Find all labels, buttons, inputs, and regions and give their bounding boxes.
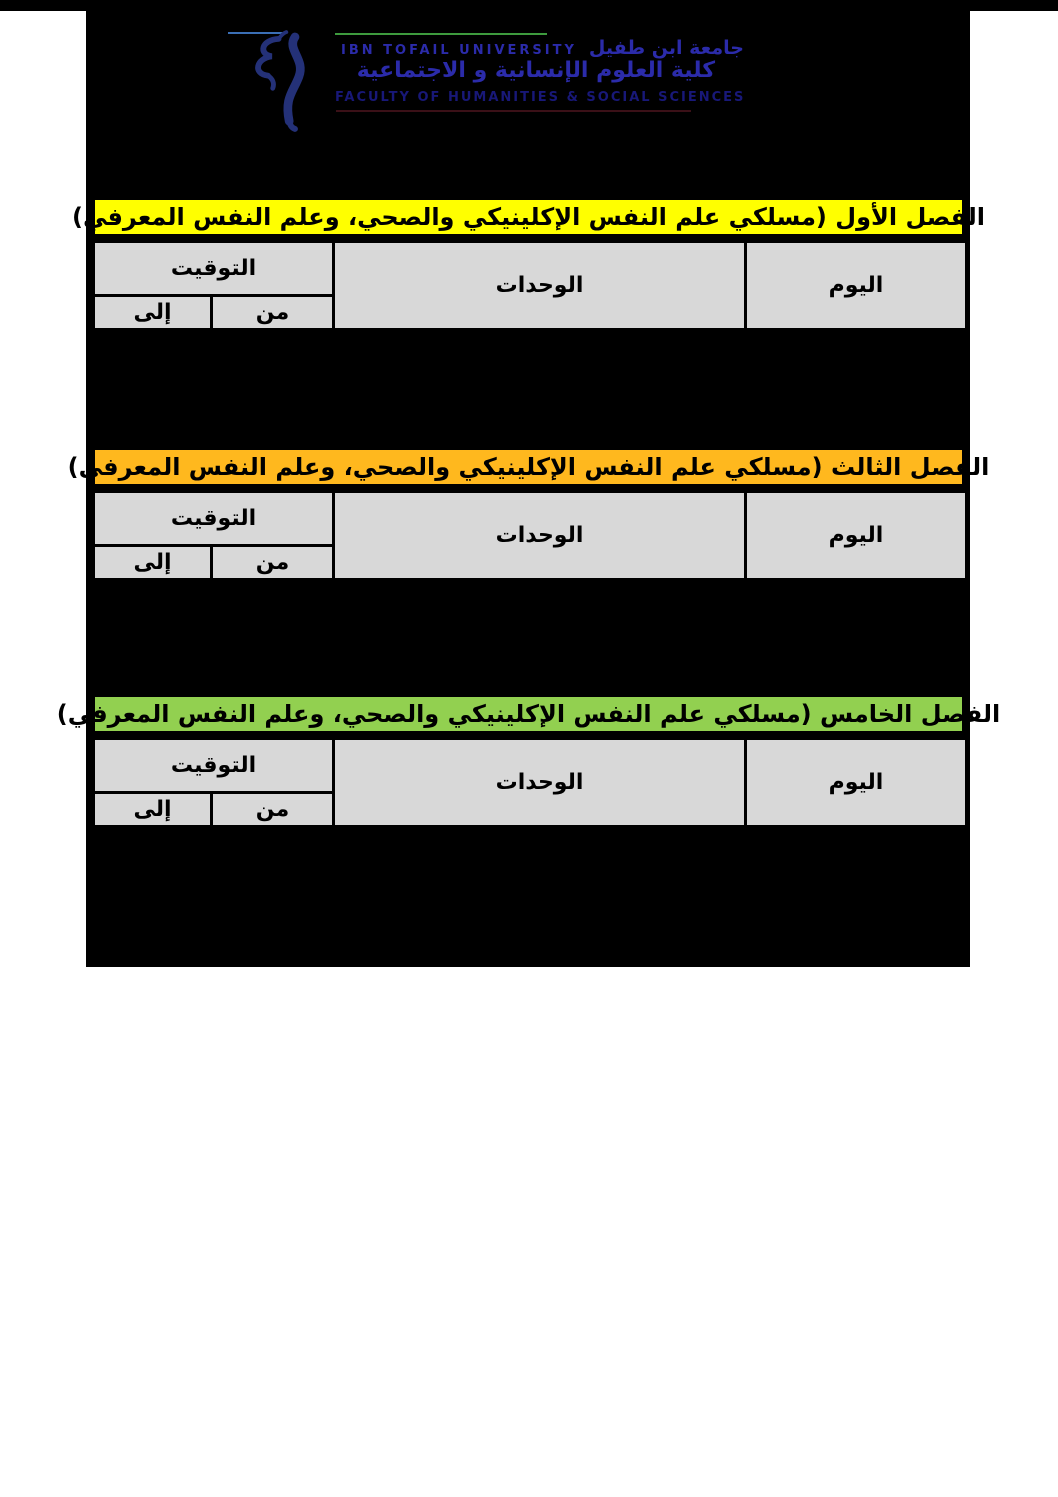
semester-5-schedule-table bbox=[92, 737, 968, 828]
semester-5-section bbox=[56, 694, 1001, 828]
document-dark-area bbox=[56, 11, 1001, 967]
university-logo-icon bbox=[234, 29, 326, 133]
top-border-bar bbox=[0, 0, 1058, 11]
timing-header-cell: التوقيت bbox=[94, 492, 334, 546]
timing-header-cell: التوقيت bbox=[94, 242, 334, 296]
timing-header-cell: التوقيت bbox=[94, 739, 334, 793]
day-header-cell: اليوم bbox=[746, 242, 967, 330]
day-header-cell: اليوم bbox=[746, 492, 967, 580]
faculty-name-en: FACULTY OF HUMANITIES & SOCIAL SCIENCES bbox=[335, 90, 746, 105]
decorative-green-line bbox=[335, 33, 547, 35]
semester-3-schedule-table bbox=[92, 490, 968, 581]
from-header-cell: من bbox=[212, 793, 334, 827]
to-header-cell: إلى bbox=[94, 793, 212, 827]
units-header-cell: الوحدات bbox=[334, 242, 746, 330]
university-name-row bbox=[341, 37, 744, 59]
semester-5-title: الفصل الخامس (مسلكي علم النفس الإكلينيكي والصحي، وعلم النفس المعرفي) bbox=[56, 700, 1001, 728]
day-header-cell: اليوم bbox=[746, 739, 967, 827]
to-header-cell: إلى bbox=[94, 546, 212, 580]
units-header-cell: الوحدات bbox=[334, 739, 746, 827]
semester-3-title-banner bbox=[67, 447, 990, 487]
semester-3-title: الفصل الثالث (مسلكي علم النفس الإكلينيكي والصحي، وعلم النفس المعرفي) bbox=[67, 453, 990, 481]
from-header-cell: من bbox=[212, 296, 334, 330]
from-header-cell: من bbox=[212, 546, 334, 580]
university-name-en: IBN TOFAIL UNIVERSITY bbox=[341, 43, 577, 58]
semester-5-title-banner bbox=[56, 694, 1001, 734]
semester-1-title: الفصل الأول (مسلكي علم النفس الإكلينيكي والصحي، وعلم النفس المعرفي) bbox=[71, 203, 986, 231]
decorative-red-line bbox=[336, 110, 691, 112]
university-name-ar: جامعة ابن طفيل bbox=[588, 37, 744, 59]
faculty-name-ar: كلية العلوم الإنسانية و الاجتماعية bbox=[356, 58, 715, 83]
semester-1-section bbox=[71, 197, 986, 331]
units-header-cell: الوحدات bbox=[334, 492, 746, 580]
semester-1-schedule-table bbox=[92, 240, 968, 331]
semester-3-section bbox=[67, 447, 990, 581]
to-header-cell: إلى bbox=[94, 296, 212, 330]
semester-1-title-banner bbox=[71, 197, 986, 237]
